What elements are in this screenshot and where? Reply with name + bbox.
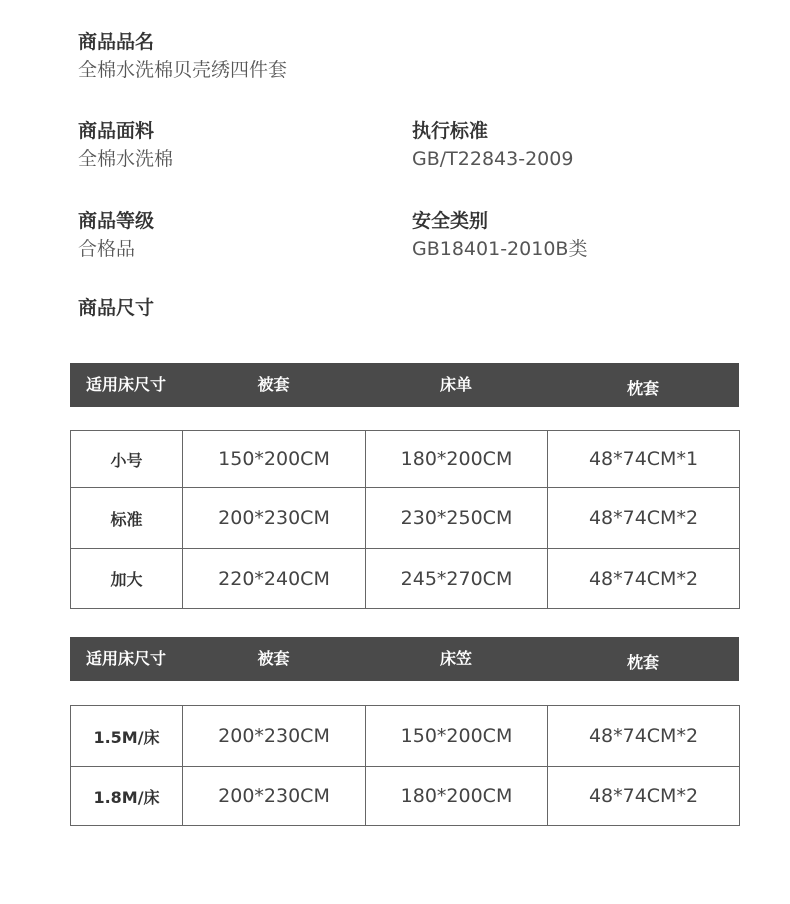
sheet-size: 230*250CM [366,488,548,549]
safety-label: 安全类别 [412,210,489,232]
grade-field [78,209,154,261]
pillowcase-size: 48*74CM*2 [548,706,740,767]
duvet-size: 200*230CM [183,488,366,549]
sheet-size: 180*200CM [366,431,548,488]
table2-header-size: 适用床尺寸 [85,649,166,668]
safety-field [412,209,587,261]
row-label: 标准 [71,488,183,549]
table-row [71,549,740,609]
table1-header-duvet: 被套 [257,375,290,394]
duvet-size: 200*230CM [183,706,366,767]
product-name-value: 全棉水洗棉贝壳绣四件套 [78,59,288,81]
fabric-field [78,119,173,171]
pillowcase-size: 48*74CM*2 [548,549,740,609]
fitted-sheet-size: 180*200CM [366,767,548,826]
fabric-value: 全棉水洗棉 [78,148,174,170]
table-row [71,488,740,549]
grade-value: 合格品 [78,238,136,260]
duvet-size: 200*230CM [183,767,366,826]
table1-header-size: 适用床尺寸 [85,375,166,394]
table2-header-pillowcase: 枕套 [626,653,659,672]
table-row [71,706,740,767]
table-row [71,431,740,488]
table-row [71,767,740,826]
table1-header-bar [70,363,739,407]
table1 [70,430,740,609]
duvet-size: 150*200CM [183,431,366,488]
row-label: 1.5M/床 [71,706,183,767]
table1-header-pillowcase: 枕套 [626,379,659,398]
row-label: 1.8M/床 [71,767,183,826]
standard-field [412,119,573,171]
standard-value: GB/T22843-2009 [412,148,574,170]
pillowcase-size: 48*74CM*2 [548,488,740,549]
safety-value: GB18401-2010B类 [412,238,588,260]
pillowcase-size: 48*74CM*2 [548,767,740,826]
sheet-size: 245*270CM [366,549,548,609]
product-name-field [78,30,287,82]
table2-header-duvet: 被套 [257,649,290,668]
row-label: 加大 [71,549,183,609]
duvet-size: 220*240CM [183,549,366,609]
standard-label: 执行标准 [412,120,489,142]
row-label: 小号 [71,431,183,488]
table2-header-fitted-sheet: 床笠 [439,649,472,668]
table2 [70,705,740,826]
product-name-label: 商品品名 [78,31,155,53]
fabric-label: 商品面料 [78,120,155,142]
grade-label: 商品等级 [78,210,155,232]
pillowcase-size: 48*74CM*1 [548,431,740,488]
table2-header-bar [70,637,739,681]
size-heading: 商品尺寸 [78,297,155,319]
fitted-sheet-size: 150*200CM [366,706,548,767]
table1-header-sheet: 床单 [439,375,472,394]
